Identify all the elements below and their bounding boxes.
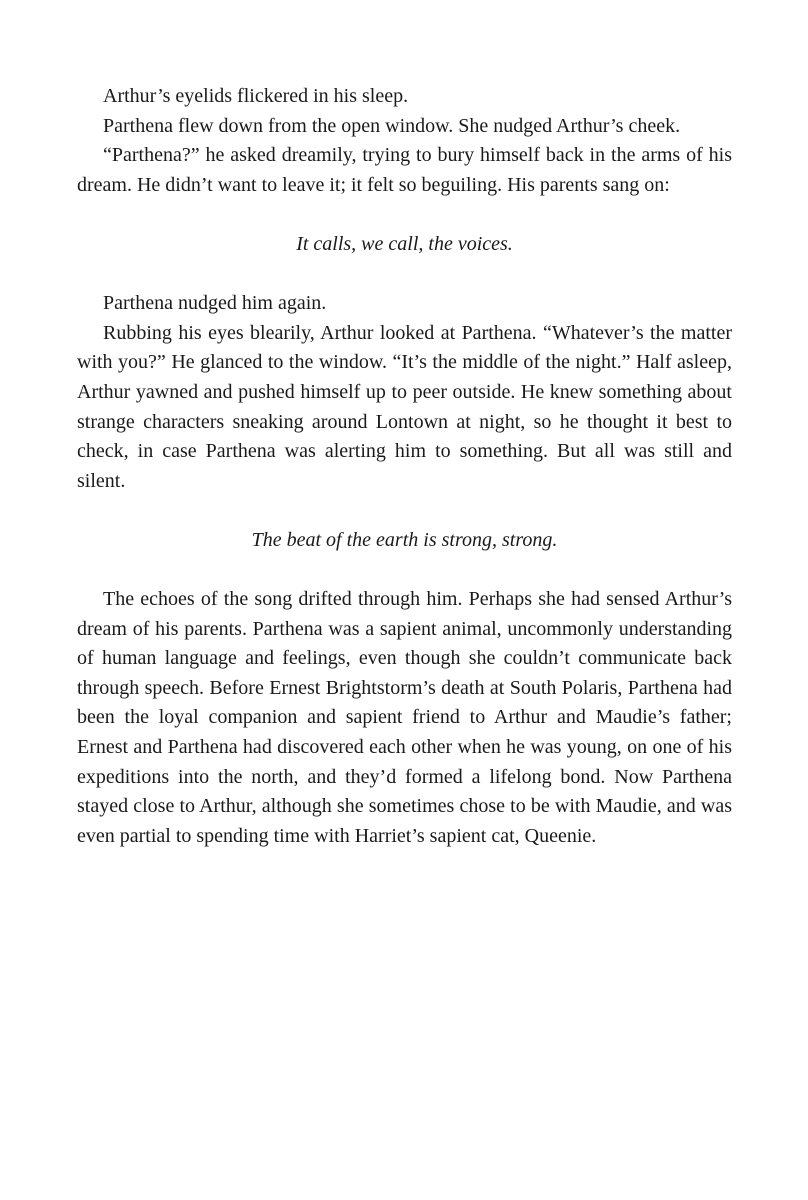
paragraph: The echoes of the song drifted through him. Perhaps she had sensed Arthur’s dream of his parents. Parthena was a sapient animal, uncommonly understanding of human language and feelings, even though she couldn’t communicate back through speech. Before Ernest Brightstorm’s death at South Polaris, Parthena had been the loyal companion and sapient friend to Arthur and Maudie’s father; Ernest and Parthena had discovered each other when he was young, on one of his expeditions into the north, and they’d formed a lifelong bond. Now Parthena stayed close to Arthur, although she sometimes chose to be with Maudie, and was even partial to spending time with Harriet’s sapient cat, Queenie. <box>77 588 732 847</box>
verse-line-2 <box>77 526 732 556</box>
paragraph: Parthena flew down from the open window. She nudged Arthur’s cheek. <box>103 114 681 137</box>
book-page <box>77 82 732 851</box>
verse-text: The beat of the earth is strong, strong. <box>251 528 558 551</box>
paragraph: “Parthena?” he asked dreamily, trying to bury himself back in the arms of his dream. He didn’t want to leave it; it felt so beguiling. His parents sang on: <box>77 144 732 196</box>
verse-line-1 <box>77 230 732 260</box>
paragraph: Arthur’s eyelids flickered in his sleep. <box>103 85 409 107</box>
paragraph: Parthena nudged him again. <box>103 292 327 315</box>
verse-text: It calls, we call, the voices. <box>296 232 513 255</box>
paragraph: Rubbing his eyes blearily, Arthur looked at Parthena. “Whatever’s the matter with you?” He glanced to the window. “It’s the middle of the night.” Half asleep, Arthur yawned and pushed himself up to peer outside. He knew something about strange characters sneaking around Lontown at night, so he thought it best to check, in case Parthena was alerting him to something. But all was still and silent. <box>77 321 732 492</box>
